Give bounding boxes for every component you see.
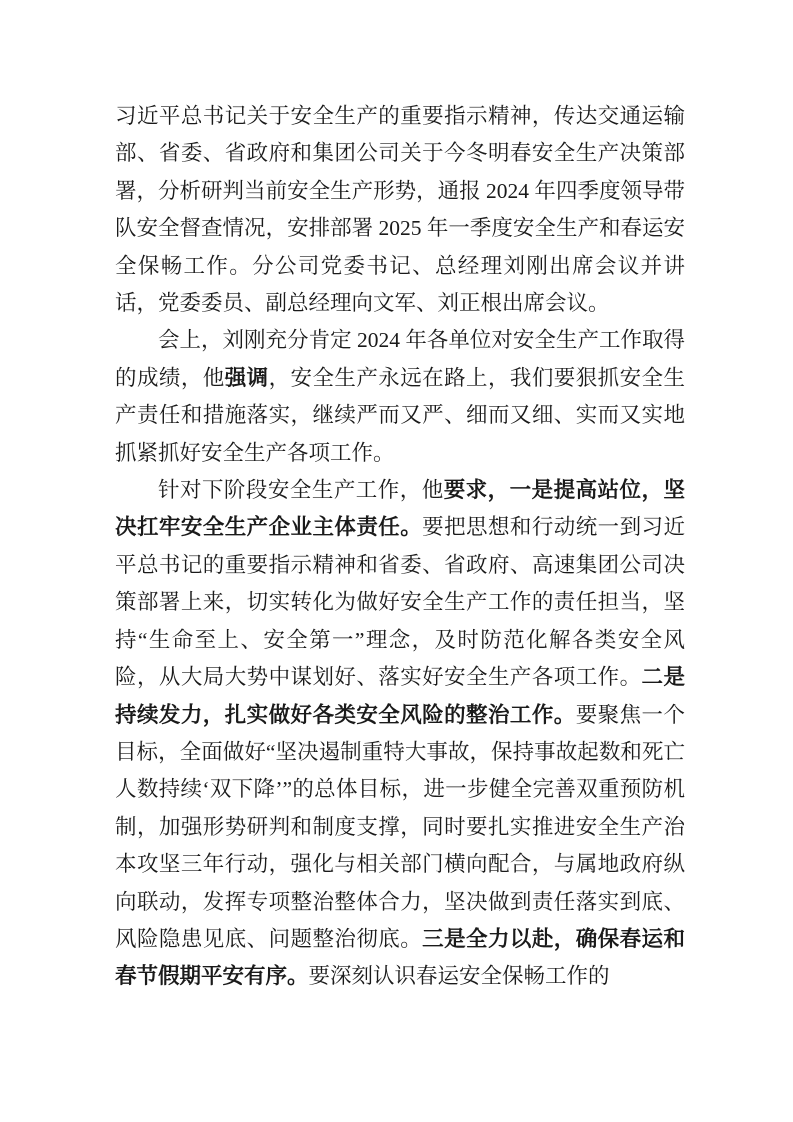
emphasis-text-run: 强调 [224, 365, 269, 390]
text-run: 要聚焦一个目标，全面做好“坚决遏制重特大事故，保持事故起数和死亡人数持续‘双下降’”的总体目标，进一步健全完善双重预防机制，加强形势研判和制度支撑，同时要扎实推进安全生产治本攻坚三年行动，强化与相关部门横向配合，与属地政府纵向联动，发挥专项整治整体合力，坚决做到责任落实到底、风险隐患见底、问题整治彻底。 [115, 702, 685, 951]
paragraph [115, 472, 685, 996]
text-run: 要深刻认识春运安全保畅工作的 [308, 964, 610, 989]
text-run: ，安全生产永远在路上，我们要狠抓安全生产责任和措施落实，继续严而又严、细而又细、实而又实地抓紧抓好安全生产各项工作。 [115, 365, 685, 465]
text-run: 要把思想和行动统一到习近平总书记的重要指示精神和省委、省政府、高速集团公司决策部署上来，切实转化为做好安全生产工作的责任担当，坚持“生命至上、安全第一”理念，及时防范化解各类安全风险，从大局大势中谋划好、落实好安全生产各项工作。 [115, 515, 685, 690]
paragraph [115, 322, 685, 472]
document-body [115, 98, 685, 996]
emphasis-text-run: 要求，一是提高站位，坚决扛牢安全生产企业主体责任。 [115, 478, 685, 540]
text-run: 会上，刘刚充分肯定 2024 年各单位对安全生产工作取得的成绩，他 [115, 328, 685, 390]
text-run: 针对下阶段安全生产工作，他 [158, 478, 444, 503]
text-run: 习近平总书记关于安全生产的重要指示精神，传达交通运输部、省委、省政府和集团公司关于今冬明春安全生产决策部署，分析研判当前安全生产形势，通报 2024 年四季度领导带队安全督查情况，安排部署 2025 年一季度安全生产和春运安全保畅工作。分公司党委书记、总经理刘刚出席会议并讲话，党委委员、副总经理向文军、刘正根出席会议。 [115, 104, 685, 316]
emphasis-text-run: 三是全力以赴，确保春运和春节假期平安有序。 [115, 926, 685, 989]
emphasis-text-run: 二是持续发力，扎实做好各类安全风险的整治工作。 [115, 665, 685, 727]
paragraph [115, 98, 685, 322]
